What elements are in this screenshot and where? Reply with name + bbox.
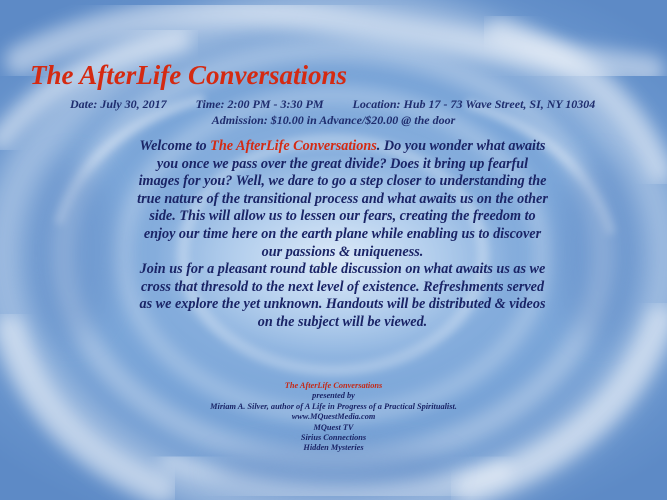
credits-sponsor: Sirius Connections — [300, 433, 367, 443]
welcome-prefix: Welcome to — [139, 138, 211, 154]
credits-sponsor: Hidden Mysteries — [303, 443, 364, 453]
event-admission: Admission: $10.00 in Advance/$20.00 @ the door — [211, 113, 456, 127]
description-paragraph-1 — [135, 138, 550, 261]
welcome-rest: . Do you wonder what awaits you once we pass over the great divide? Does it bring up fearful images for you? Well, we dare to go a step closer to understanding the true nature of the transitional process and what awaits us on the other side. This will allow us to lessen our fears, creating the freedom to enjoy our time here on the earth plane while enabling us to discover our passions & uniqueness. — [137, 138, 548, 260]
event-date: Date: July 30, 2017 — [70, 97, 167, 111]
credits-title: The AfterLife Conversations — [284, 381, 383, 390]
event-time: Time: 2:00 PM - 3:30 PM — [195, 97, 324, 111]
credits-sponsor: MQuest TV — [313, 422, 354, 432]
event-details — [70, 97, 640, 112]
description — [135, 138, 550, 332]
credits-author: Miriam A. Silver, author of A Life in Progress of a Practical Spiritualist. — [210, 401, 457, 411]
flyer-title: The AfterLife Conversations — [30, 60, 347, 90]
description-paragraph-2: Join us for a pleasant round table discussion on what awaits us as we cross that thresold to the next level of existence. Refreshments served as we explore the yet unknown. Handouts will be distributed & videos on the subject will be viewed. — [139, 261, 546, 330]
credits — [0, 381, 667, 454]
credits-website: www.MQuestMedia.com — [291, 412, 376, 422]
credits-presented-by: presented by — [312, 391, 355, 401]
event-location: Location: Hub 17 - 73 Wave Street, SI, NY 10304 — [352, 97, 596, 111]
welcome-highlight: The AfterLife Conversations — [210, 138, 377, 154]
